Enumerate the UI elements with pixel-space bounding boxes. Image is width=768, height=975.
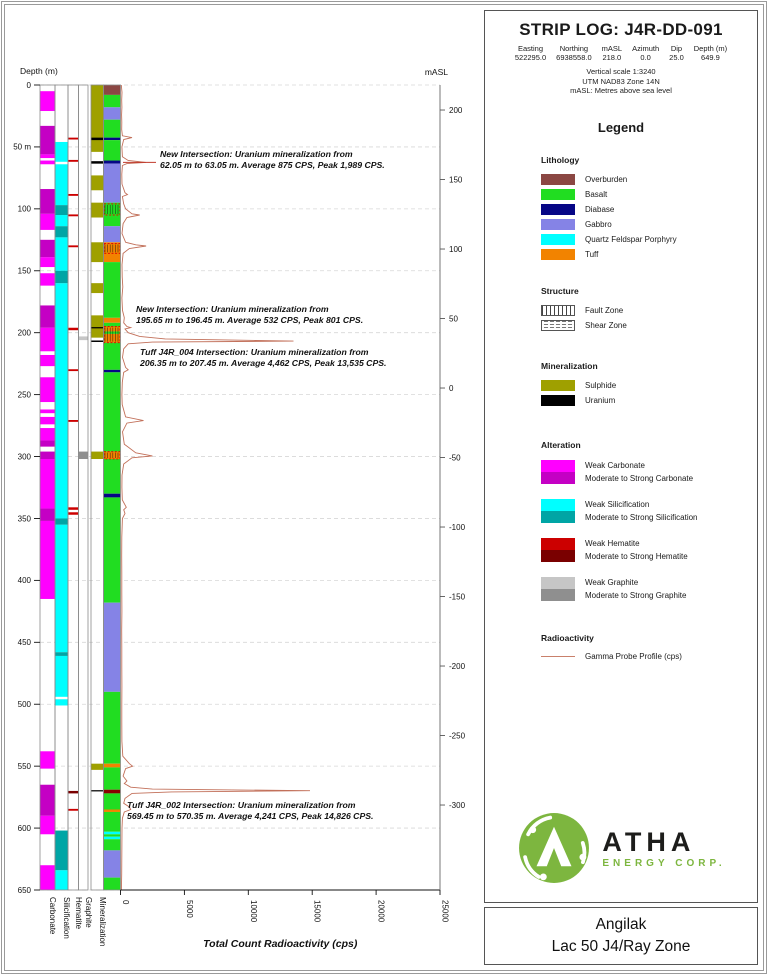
mineralization-swatch (541, 380, 575, 391)
svg-text:Silicification: Silicification (62, 897, 71, 939)
svg-text:Mineralization: Mineralization (97, 897, 107, 947)
svg-text:100: 100 (449, 244, 463, 254)
svg-text:0: 0 (121, 900, 130, 905)
legend-item (541, 174, 757, 185)
legend-item (541, 380, 757, 391)
legend-section-title: Radioactivity (541, 632, 594, 643)
header-notes (485, 67, 757, 96)
field-label: Dip (670, 44, 683, 53)
legend-section-title: Structure (541, 285, 579, 296)
atha-logo (485, 810, 757, 886)
svg-text:300: 300 (17, 452, 31, 462)
legend-item-label: Gamma Probe Profile (cps) (585, 651, 682, 661)
svg-text:650: 650 (17, 885, 31, 895)
intersection-annotation-line: 195.65 m to 196.45 m. Average 532 CPS, Peak 801 CPS. (136, 315, 364, 325)
svg-text:-150: -150 (449, 592, 466, 602)
svg-text:Total Count Radioactivity (cps: Total Count Radioactivity (cps) (203, 938, 358, 950)
column-labels (48, 897, 107, 946)
legend-item-label: Fault Zone (585, 305, 624, 315)
atha-logo-mark (516, 810, 592, 886)
header-field (602, 44, 622, 62)
lithology-swatch (541, 189, 575, 200)
alteration-swatch (541, 499, 575, 523)
log-columns (40, 85, 121, 890)
logo-tagline: ENERGY CORP. (602, 857, 726, 869)
svg-text:Depth (m): Depth (m) (20, 66, 58, 76)
header-note: UTM NAD83 Zone 14N (582, 76, 660, 86)
svg-text:550: 550 (17, 761, 31, 771)
svg-text:Hematite: Hematite (73, 897, 83, 930)
legend-item-label: Uranium (585, 395, 616, 405)
legend-title: Legend (597, 119, 645, 135)
svg-text:-200: -200 (449, 661, 466, 671)
legend-item-label: Moderate to Strong Carbonate (585, 474, 694, 483)
log-title: STRIP LOG: J4R-DD-091 (519, 20, 723, 39)
column-silicification (55, 142, 68, 890)
svg-text:15000: 15000 (312, 900, 322, 923)
mineralization-swatch (541, 395, 575, 406)
legend-item-label: Sulphide (585, 380, 617, 390)
legend-item-label: Weak Hematite (585, 538, 640, 548)
svg-text:0: 0 (449, 383, 454, 393)
legend-item (541, 576, 757, 603)
legend-item (541, 234, 757, 245)
intersection-annotation-line: Tuff J4R_002 Intersection: Uranium mineralization from (127, 800, 356, 810)
legend-item (541, 249, 757, 260)
lithology-swatch (541, 219, 575, 230)
legend-item-label: Diabase (585, 204, 615, 214)
lithology-swatch (541, 249, 575, 260)
svg-text:10000: 10000 (248, 900, 258, 923)
svg-text:450: 450 (17, 638, 31, 648)
header-note: Vertical scale 1:3240 (586, 67, 656, 76)
legend-item-label: Moderate to Strong Graphite (585, 591, 687, 600)
info-panel (484, 10, 758, 903)
legend-section-title: Lithology (541, 154, 580, 165)
svg-text:200: 200 (449, 105, 463, 115)
legend-item (541, 652, 757, 661)
field-label: mASL (601, 44, 623, 53)
legend-item (541, 204, 757, 215)
legend-item-label: Gabbro (585, 219, 612, 229)
intersection-annotation-line: 569.45 m to 570.35 m. Average 4,241 CPS, Peak 14,826 CPS. (127, 811, 374, 821)
svg-text:0: 0 (26, 80, 31, 90)
header-field (694, 44, 727, 62)
gamma-line-swatch (541, 656, 575, 657)
lithology-swatch (541, 174, 575, 185)
column-carbonate (40, 91, 55, 890)
field-value: 649.9 (701, 53, 720, 62)
legend (541, 155, 757, 661)
legend-item (541, 395, 757, 406)
legend-item (541, 189, 757, 200)
svg-text:600: 600 (17, 823, 31, 833)
field-value: 6938558.0 (556, 53, 592, 62)
legend-section-title: Mineralization (541, 360, 598, 371)
atha-logo-text (602, 828, 725, 869)
header-field (556, 44, 591, 62)
footer-project: Angilak (595, 916, 647, 933)
svg-text:400: 400 (17, 576, 31, 586)
intersection-annotation-line: 206.35 m to 207.45 m. Average 4,462 CPS, Peak 13,535 CPS. (140, 358, 387, 368)
svg-text:200: 200 (17, 328, 31, 338)
legend-item-label: Overburden (585, 174, 628, 184)
intersection-annotation-line: New Intersection: Uranium mineralization from (160, 149, 353, 159)
legend-item (541, 320, 757, 331)
legend-item-label: Moderate to Strong Silicification (585, 513, 698, 522)
lithology-swatch (541, 234, 575, 245)
legend-item-label: Quartz Feldspar Porphyry (585, 234, 677, 244)
legend-item (541, 305, 757, 316)
svg-text:20000: 20000 (376, 900, 386, 923)
column-mineralization (91, 85, 104, 791)
legend-item-label: Weak Carbonate (585, 460, 645, 470)
field-value: 218.0 (602, 53, 622, 62)
legend-item-label: Tuff (585, 249, 599, 259)
intersection-annotation-line: New Intersection: Uranium mineralization from (136, 304, 329, 314)
svg-text:-50: -50 (449, 453, 461, 463)
footer-zone: Lac 50 J4/Ray Zone (551, 938, 691, 955)
svg-text:-300: -300 (449, 800, 466, 810)
intersection-annotation-line: Tuff J4R_004 Intersection: Uranium mineralization from (140, 347, 369, 357)
lithology-swatch (541, 204, 575, 215)
legend-section-title: Alteration (541, 439, 581, 450)
footer (484, 907, 758, 965)
header-field (669, 44, 684, 62)
legend-item-label: Basalt (585, 189, 608, 199)
header-fields (485, 44, 757, 62)
legend-item-label: Weak Graphite (585, 577, 639, 587)
legend-item-label: Shear Zone (585, 320, 627, 330)
column-hematite (68, 138, 79, 811)
svg-text:25000: 25000 (440, 900, 450, 923)
svg-text:150: 150 (449, 175, 463, 185)
annotations (123, 149, 386, 821)
svg-text:250: 250 (17, 390, 31, 400)
masl-axis (425, 67, 466, 890)
cps-axis (121, 890, 450, 950)
svg-text:350: 350 (17, 514, 31, 524)
svg-text:50 m: 50 m (13, 142, 31, 152)
structure-swatch (541, 320, 575, 331)
legend-item-label: Weak Silicification (585, 499, 650, 509)
header-field (515, 44, 546, 62)
alteration-swatch (541, 460, 575, 484)
svg-text:500: 500 (17, 700, 31, 710)
column-graphite (79, 336, 89, 459)
field-value: 522295.0 (514, 53, 547, 62)
svg-text:100: 100 (17, 204, 31, 214)
header-field (632, 44, 659, 62)
svg-text:5000: 5000 (184, 900, 194, 918)
svg-text:Graphite: Graphite (83, 897, 93, 928)
field-label: Azimuth (632, 44, 660, 53)
legend-item-label: Moderate to Strong Hematite (585, 552, 688, 561)
field-label: Easting (518, 44, 544, 53)
structure-swatch (541, 305, 575, 316)
legend-item (541, 537, 757, 564)
field-value: 25.0 (669, 53, 684, 62)
legend-item (541, 219, 757, 230)
legend-item (541, 459, 757, 486)
field-value: 0.0 (640, 53, 651, 62)
svg-text:mASL: mASL (424, 67, 448, 77)
field-label: Northing (559, 44, 589, 53)
svg-text:50: 50 (449, 314, 458, 324)
field-label: Depth (m) (693, 44, 728, 53)
legend-item (541, 498, 757, 525)
logo-wordmark: ATHA (602, 826, 696, 857)
svg-text:Carbonate: Carbonate (48, 897, 57, 935)
svg-text:150: 150 (17, 266, 31, 276)
svg-text:-100: -100 (449, 522, 466, 532)
header-note: mASL: Metres above sea level (570, 86, 672, 95)
intersection-annotation-line: 62.05 m to 63.05 m. Average 875 CPS, Peak 1,989 CPS. (160, 160, 385, 170)
alteration-swatch (541, 538, 575, 562)
gamma-profile (121, 85, 310, 890)
alteration-swatch (541, 577, 575, 601)
svg-text:-250: -250 (449, 731, 466, 741)
